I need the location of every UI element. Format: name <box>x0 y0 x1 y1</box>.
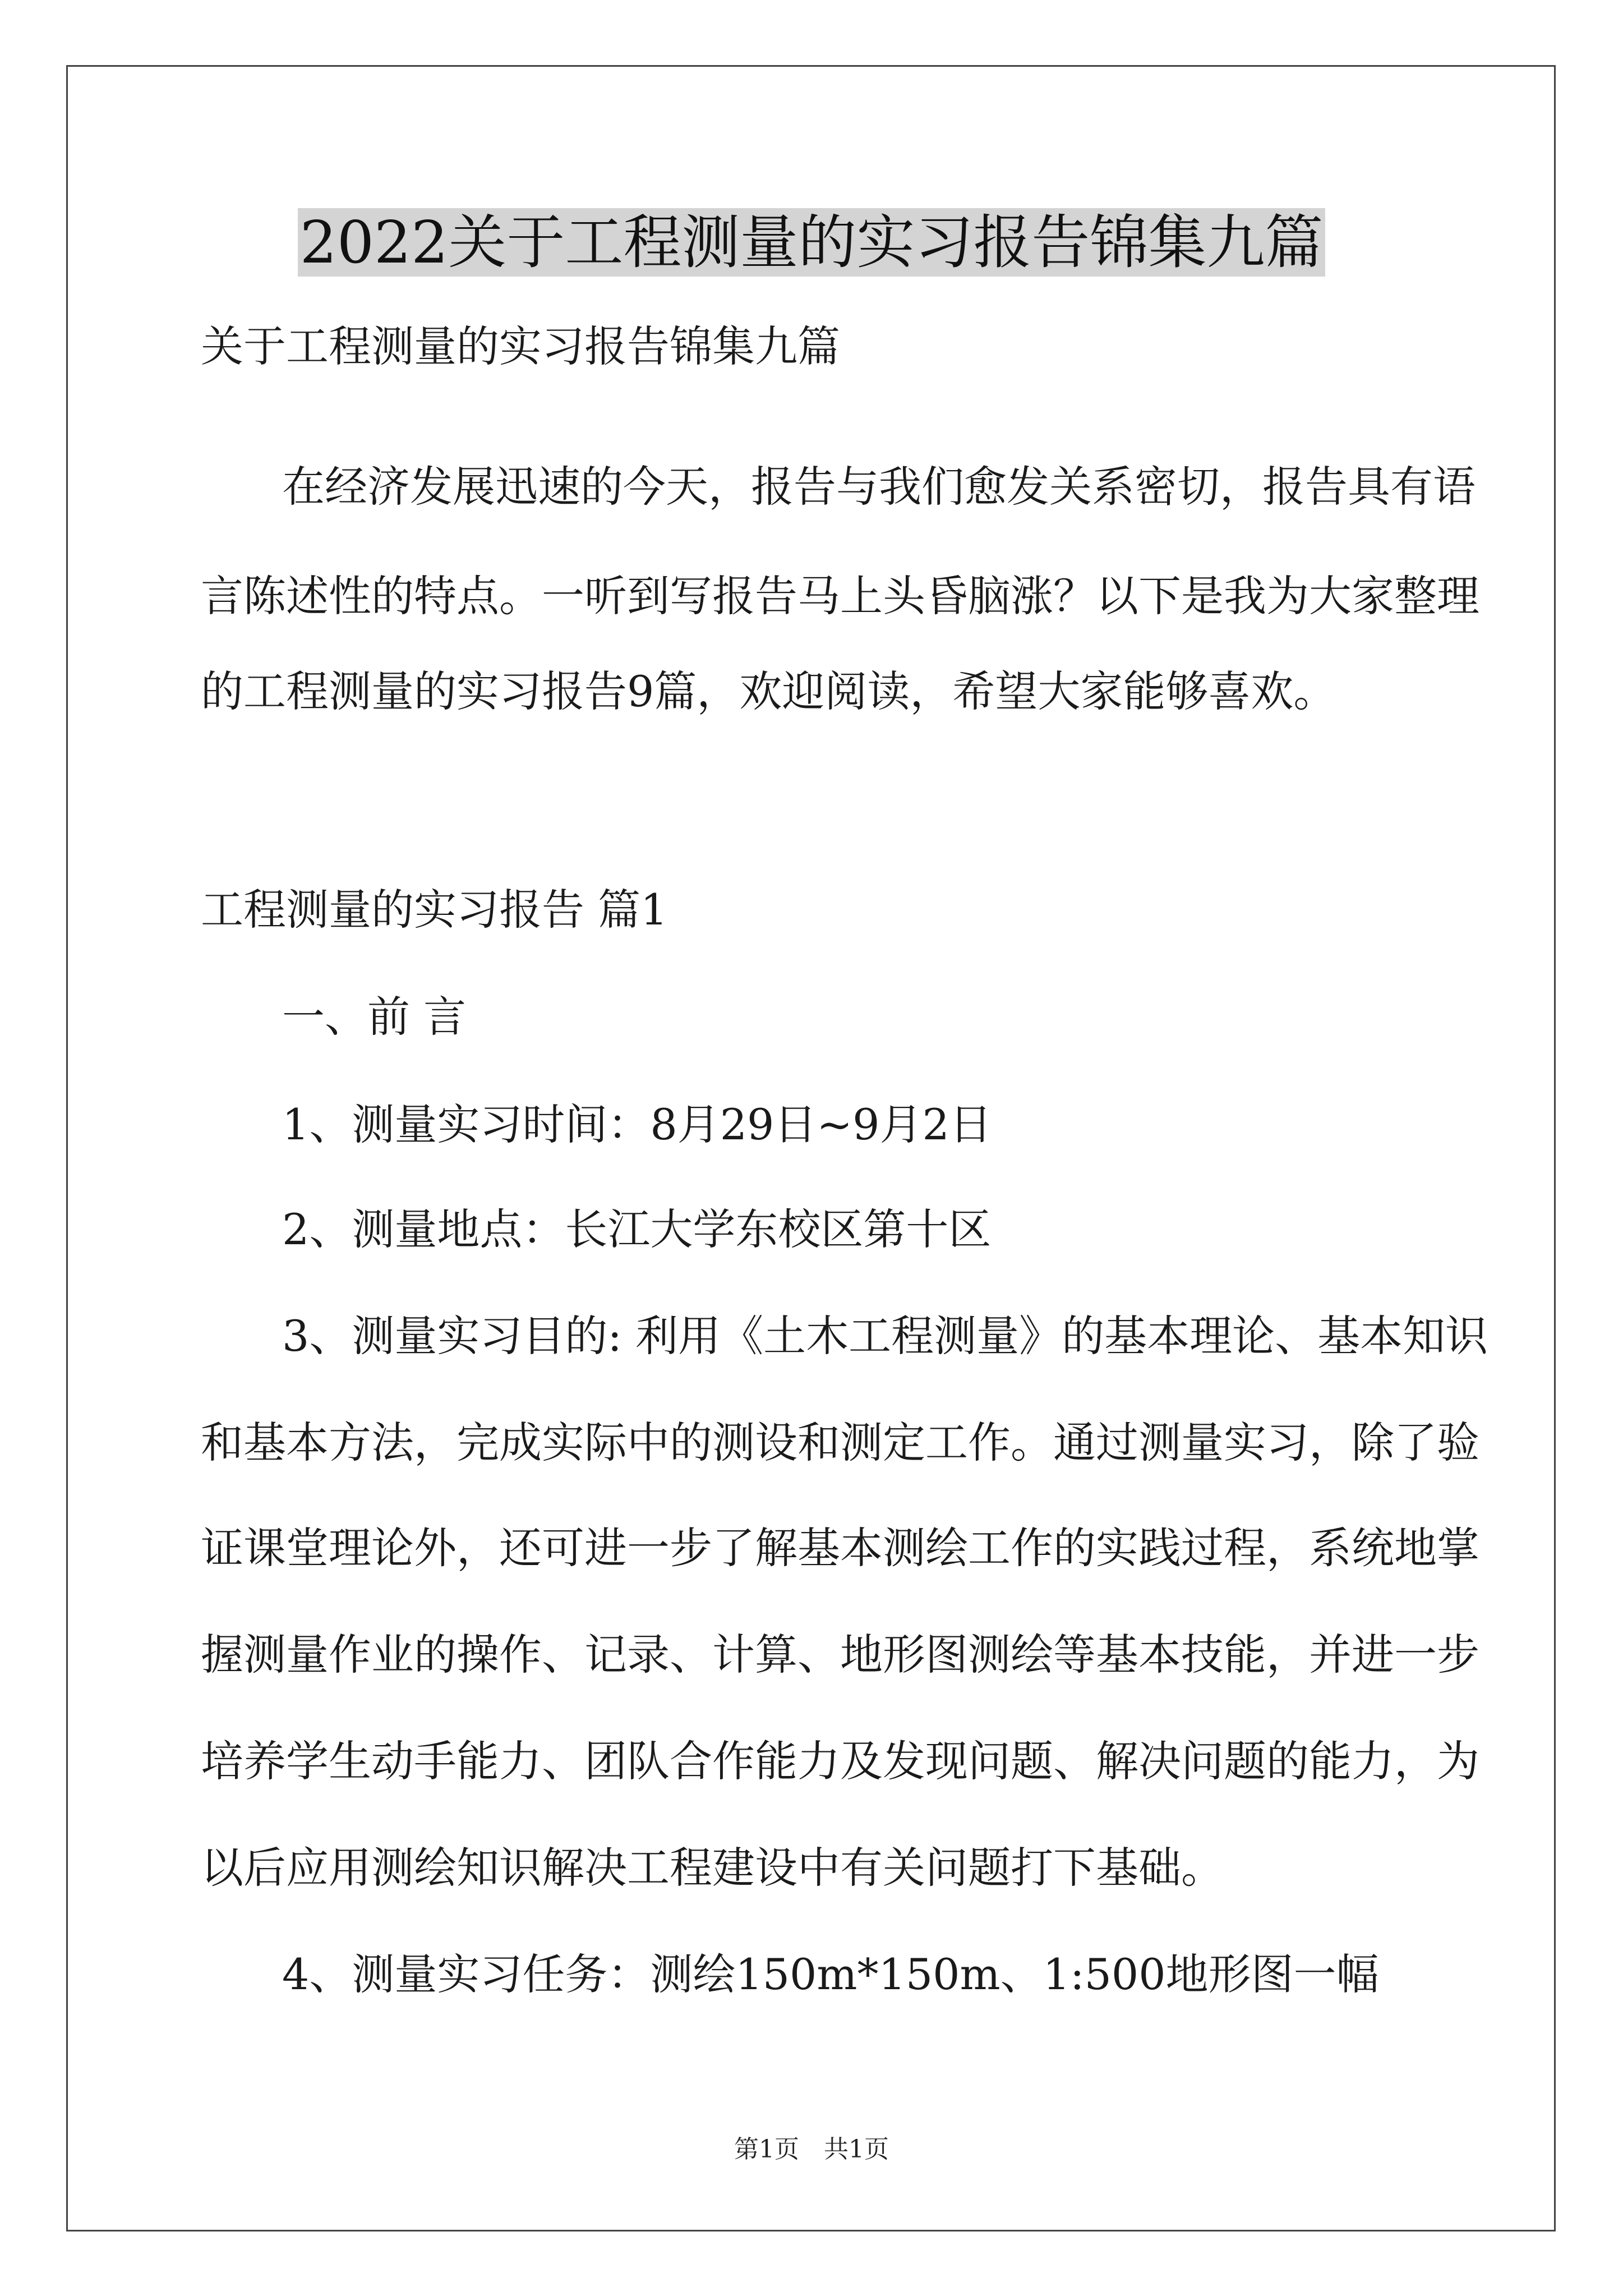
purpose-line-6: 以后应用测绘知识解决工程建设中有关问题打下基础。 <box>201 1843 1224 1893</box>
intro-line-3: 的工程测量的实习报告9篇，欢迎阅读，希望大家能够喜欢。 <box>201 666 1336 716</box>
section-heading: 工程测量的实习报告 篇1 <box>201 885 668 935</box>
document-title-text: 2022关于工程测量的实习报告锦集九篇 <box>298 208 1326 277</box>
purpose-line-4: 握测量作业的操作、记录、计算、地形图测绘等基本技能，并进一步 <box>201 1630 1479 1680</box>
purpose-line-1: 3、测量实习目的: 利用《土木工程测量》的基本理论、基本知识 <box>282 1311 1488 1361</box>
intro-line-2: 言陈述性的特点。一听到写报告马上头昏脑涨？以下是我为大家整理 <box>201 571 1479 621</box>
list-item-time: 1、测量实习时间：8月29日~9月2日 <box>282 1099 992 1149</box>
document-title <box>0 204 1623 280</box>
purpose-line-5: 培养学生动手能力、团队合作能力及发现问题、解决问题的能力，为 <box>201 1736 1479 1786</box>
purpose-line-3: 证课堂理论外，还可进一步了解基本测绘工作的实践过程，系统地掌 <box>201 1523 1479 1573</box>
page-footer: 第1页 共1页 <box>734 2135 889 2164</box>
preface-heading: 一、前 言 <box>282 992 467 1042</box>
intro-line-1: 在经济发展迅速的今天，报告与我们愈发关系密切，报告具有语 <box>282 462 1476 512</box>
list-item-task: 4、测量实习任务：测绘150m*150m、1:500地形图一幅 <box>282 1949 1379 1999</box>
document-subtitle: 关于工程测量的实习报告锦集九篇 <box>201 321 840 371</box>
purpose-line-2: 和基本方法，完成实际中的测设和测定工作。通过测量实习，除了验 <box>201 1418 1479 1467</box>
list-item-location: 2、测量地点：长江大学东校区第十区 <box>282 1204 992 1254</box>
